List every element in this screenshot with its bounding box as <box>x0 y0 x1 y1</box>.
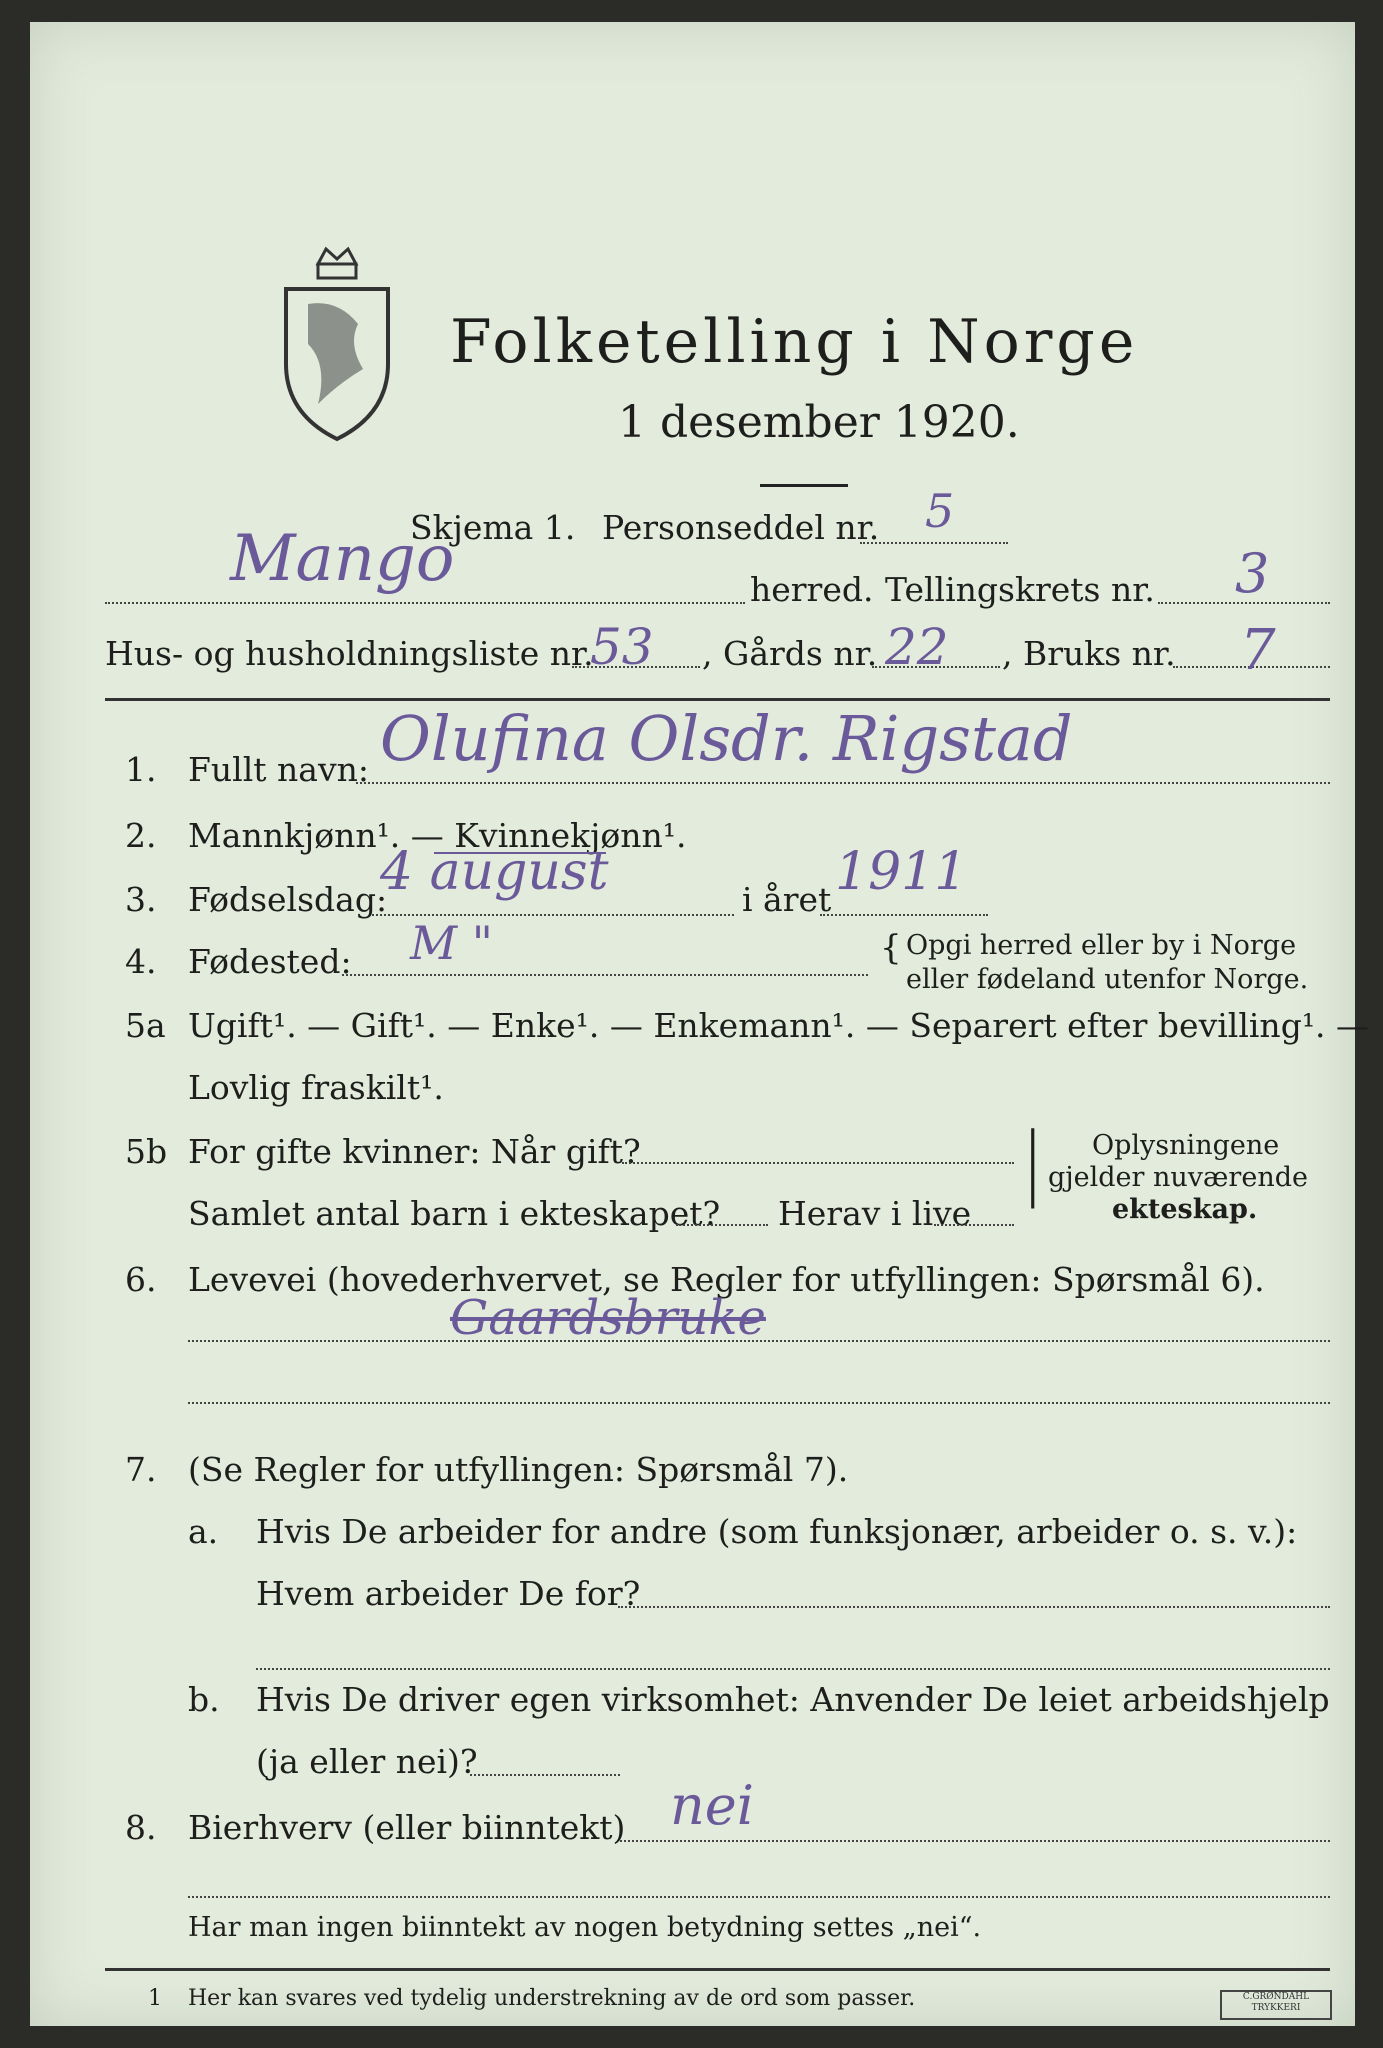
q7a-line <box>618 1606 1330 1608</box>
coat-of-arms-icon <box>278 244 396 444</box>
q5b-children-line <box>676 1224 768 1226</box>
full-name-field[interactable]: Olufina Olsdr. Rigstad <box>380 702 1073 775</box>
census-form <box>30 22 1370 2026</box>
birthplace-field[interactable]: M " <box>410 916 493 970</box>
q3-year-label: i året <box>742 880 832 919</box>
footnote: Her kan svares ved tydelig understrekning av de ord som passer. <box>188 1986 916 2011</box>
herred-field[interactable]: Mango <box>230 522 455 596</box>
q7b-line <box>470 1774 620 1776</box>
q5b-note-line1: Oplysningene <box>1092 1130 1280 1161</box>
schema-label: Skjema 1. <box>410 508 576 547</box>
header-separator <box>105 698 1330 701</box>
q5b-when-married-line <box>622 1162 1014 1164</box>
title-divider <box>760 484 848 487</box>
q3-year-line <box>820 914 988 916</box>
occupation-field[interactable]: Gaardsbruke <box>450 1290 766 1346</box>
q1-label: Fullt navn: <box>188 750 369 789</box>
personseddel-line <box>860 542 1008 544</box>
q8-line2 <box>188 1896 1330 1898</box>
q7a-line1: Hvis De arbeider for andre (som funksjonær, arbeider o. s. v.): <box>256 1512 1298 1551</box>
gender-options[interactable]: Mannkjønn¹. — Kvinnekjønn¹. <box>188 816 687 855</box>
liste-label: Hus- og husholdningsliste nr. <box>105 634 594 673</box>
q7a-letter: a. <box>188 1512 219 1551</box>
q8-label: Bierhverv (eller biinntekt) <box>188 1808 626 1847</box>
herred-label: herred. <box>750 570 874 609</box>
q4-note-line2: eller fødeland utenfor Norge. <box>906 964 1309 995</box>
q4-brace: { <box>880 928 902 968</box>
footnote-mark: 1 <box>148 1986 162 2011</box>
q4-number: 4. <box>125 942 157 981</box>
q5b-when-married-label: For gifte kvinner: Når gift? <box>188 1132 641 1171</box>
personseddel-field[interactable]: 5 <box>925 484 955 538</box>
bruks-field[interactable]: 7 <box>1240 618 1276 683</box>
q5b-children-label: Samlet antal barn i ekteskapet? <box>188 1194 721 1233</box>
marital-status-options[interactable]: Ugift¹. — Gift¹. — Enke¹. — Enkemann¹. — Separert efter bevilling¹. — <box>188 1006 1370 1045</box>
q3-label: Fødselsdag: <box>188 880 388 919</box>
q7b-line1: Hvis De driver egen virksomhet: Anvender De leiet arbeidshjelp <box>256 1680 1330 1719</box>
tellingskrets-field[interactable]: 3 <box>1235 542 1270 605</box>
q5b-alive-line <box>934 1224 1014 1226</box>
q8-line <box>620 1840 1330 1842</box>
q4-note-line1: Opgi herred eller by i Norge <box>906 930 1297 961</box>
footer-note: Har man ingen biinntekt av nogen betydning settes „nei“. <box>188 1912 982 1943</box>
tellingskrets-label: Tellingskrets nr. <box>885 570 1155 609</box>
q5b-note-line3: ekteskap. <box>1112 1194 1258 1225</box>
liste-field[interactable]: 53 <box>590 618 654 676</box>
gards-label: , Gårds nr. <box>702 634 878 673</box>
q5b-number: 5b <box>125 1132 168 1171</box>
q1-number: 1. <box>125 750 157 789</box>
marital-status-options-2[interactable]: Lovlig fraskilt¹. <box>188 1068 444 1107</box>
q7-number: 7. <box>125 1450 157 1489</box>
q5b-brace: | | <box>1026 1123 1040 1209</box>
gards-field[interactable]: 22 <box>885 618 949 676</box>
q7b-label: (ja eller nei)? <box>256 1742 478 1781</box>
footer-separator <box>105 1968 1330 1971</box>
q7b-letter: b. <box>188 1680 220 1719</box>
side-income-field[interactable]: nei <box>670 1774 755 1837</box>
birthday-field[interactable]: 4 august <box>380 842 609 902</box>
q5b-alive-label: Herav i live <box>778 1194 972 1233</box>
form-title: Folketelling i Norge <box>450 307 1139 377</box>
q7-label: (Se Regler for utfyllingen: Spørsmål 7). <box>188 1450 849 1489</box>
q5a-number: 5a <box>125 1006 166 1045</box>
q6-number: 6. <box>125 1260 157 1299</box>
q4-label: Fødested: <box>188 942 352 981</box>
q7a-line2 <box>256 1668 1330 1670</box>
q3-number: 3. <box>125 880 157 919</box>
q2-number: 2. <box>125 816 157 855</box>
printer-stamp: C.GRØNDAHL TRYKKERI <box>1220 1990 1332 2020</box>
q5b-note-line2: gjelder nuværende <box>1048 1162 1308 1193</box>
q4-line <box>342 974 868 976</box>
personseddel-label: Personseddel nr. <box>602 508 880 547</box>
form-date: 1 desember 1920. <box>618 397 1020 448</box>
q6-label: Levevei (hovederhvervet, se Regler for utfyllingen: Spørsmål 6). <box>188 1260 1265 1299</box>
herred-line <box>105 602 745 604</box>
birth-year-field[interactable]: 1911 <box>835 842 968 902</box>
q1-line <box>356 782 1330 784</box>
q8-number: 8. <box>125 1808 157 1847</box>
q7a-label: Hvem arbeider De for? <box>256 1574 641 1613</box>
q6-line2 <box>188 1402 1330 1404</box>
bruks-label: , Bruks nr. <box>1002 634 1176 673</box>
